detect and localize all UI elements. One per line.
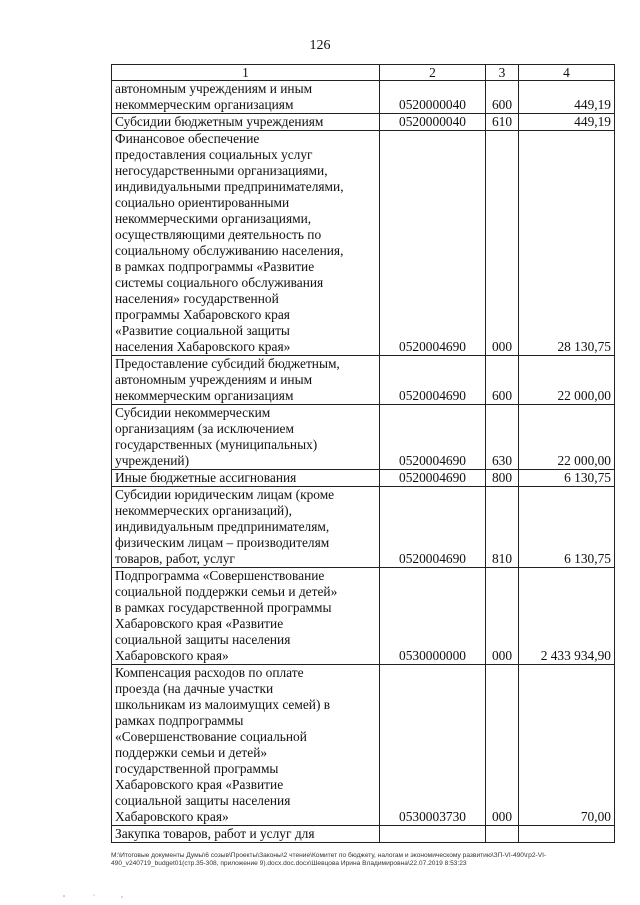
table-row <box>112 487 615 568</box>
row-code: 0520000040 <box>380 114 486 131</box>
table-row <box>112 131 615 356</box>
row-name: Предоставление субсидий бюджетным, автономным учреждениям и иным некоммерческим организациям <box>112 356 380 405</box>
row-amount: 449,19 <box>519 81 615 114</box>
row-amount: 2 433 934,90 <box>519 568 615 665</box>
table-row <box>112 356 615 405</box>
row-name: Закупка товаров, работ и услуг для <box>112 826 380 843</box>
table-row <box>112 114 615 131</box>
row-amount: 6 130,75 <box>519 470 615 487</box>
row-name: Иные бюджетные ассигнования <box>112 470 380 487</box>
table-row <box>112 568 615 665</box>
table-row <box>112 470 615 487</box>
budget-table <box>111 64 615 843</box>
row-code: 0530000000 <box>380 568 486 665</box>
column-header-amount: 4 <box>519 65 615 81</box>
table-row <box>112 405 615 470</box>
column-header-type: 3 <box>486 65 519 81</box>
row-name: автономным учреждениям и иным некоммерческим организациям <box>112 81 380 114</box>
file-path-footer: M:\Итоговые документы Думы\6 созыв\Проекты\Законы\2 чтение\Комитет по бюджету, налогам и экономическому развитию\ЗП-VI-490\гр2-VI-490_v240719_budget01(стр.35-308, приложение 9).docx.doc.docx\Шевцова Ирина Владимировна\22.07.2019 8:53:23 <box>111 852 547 867</box>
scan-artifact <box>60 893 180 899</box>
row-name: Подпрограмма «Совершенствование социальной поддержки семьи и детей» в рамках государственной программы Хабаровского края «Развитие социальной защиты населения Хабаровского края» <box>112 568 380 665</box>
row-amount: 22 000,00 <box>519 356 615 405</box>
row-type: 600 <box>486 356 519 405</box>
row-type: 630 <box>486 405 519 470</box>
row-name: Субсидии некоммерческим организациям (за исключением государственных (муниципальных) учреждений) <box>112 405 380 470</box>
row-type: 810 <box>486 487 519 568</box>
row-code: 0520004690 <box>380 405 486 470</box>
row-code: 0520004690 <box>380 356 486 405</box>
row-code: 0520004690 <box>380 131 486 356</box>
table-header-row <box>112 65 615 81</box>
row-type <box>486 826 519 843</box>
row-name: Компенсация расходов по оплате проезда (на дачные участки школьникам из малоимущих семей) в рамках подпрограммы «Совершенствование социальной поддержки семьи и детей» государственной программы Хабаровского края «Развитие социальной защиты населения Хабаровского края» <box>112 665 380 826</box>
row-code: 0530003730 <box>380 665 486 826</box>
row-amount <box>519 826 615 843</box>
row-amount: 28 130,75 <box>519 131 615 356</box>
table-row <box>112 81 615 114</box>
row-name: Финансовое обеспечение предоставления социальных услуг негосударственными организациями, индивидуальными предпринимателями, социально ориентированными некоммерческими организациями, осуществляющими деятельность по социальному обслуживанию населения, в рамках подпрограммы «Развитие системы социального обслуживания населения» государственной программы Хабаровского края «Развитие социальной защиты населения Хабаровского края» <box>112 131 380 356</box>
row-code: 0520004690 <box>380 470 486 487</box>
row-type: 000 <box>486 568 519 665</box>
row-code <box>380 826 486 843</box>
row-type: 610 <box>486 114 519 131</box>
row-type: 600 <box>486 81 519 114</box>
row-code: 0520000040 <box>380 81 486 114</box>
row-type: 000 <box>486 131 519 356</box>
table-row <box>112 665 615 826</box>
row-code: 0520004690 <box>380 487 486 568</box>
column-header-name: 1 <box>112 65 380 81</box>
row-type: 800 <box>486 470 519 487</box>
row-amount: 6 130,75 <box>519 487 615 568</box>
row-name: Субсидии бюджетным учреждениям <box>112 114 380 131</box>
row-amount: 449,19 <box>519 114 615 131</box>
table-row <box>112 826 615 843</box>
row-type: 000 <box>486 665 519 826</box>
row-name: Субсидии юридическим лицам (кроме некоммерческих организаций), индивидуальным предпринимателям, физическим лицам – производителям товаров, работ, услуг <box>112 487 380 568</box>
page-number: 126 <box>309 38 331 53</box>
row-amount: 22 000,00 <box>519 405 615 470</box>
row-amount: 70,00 <box>519 665 615 826</box>
column-header-code: 2 <box>380 65 486 81</box>
